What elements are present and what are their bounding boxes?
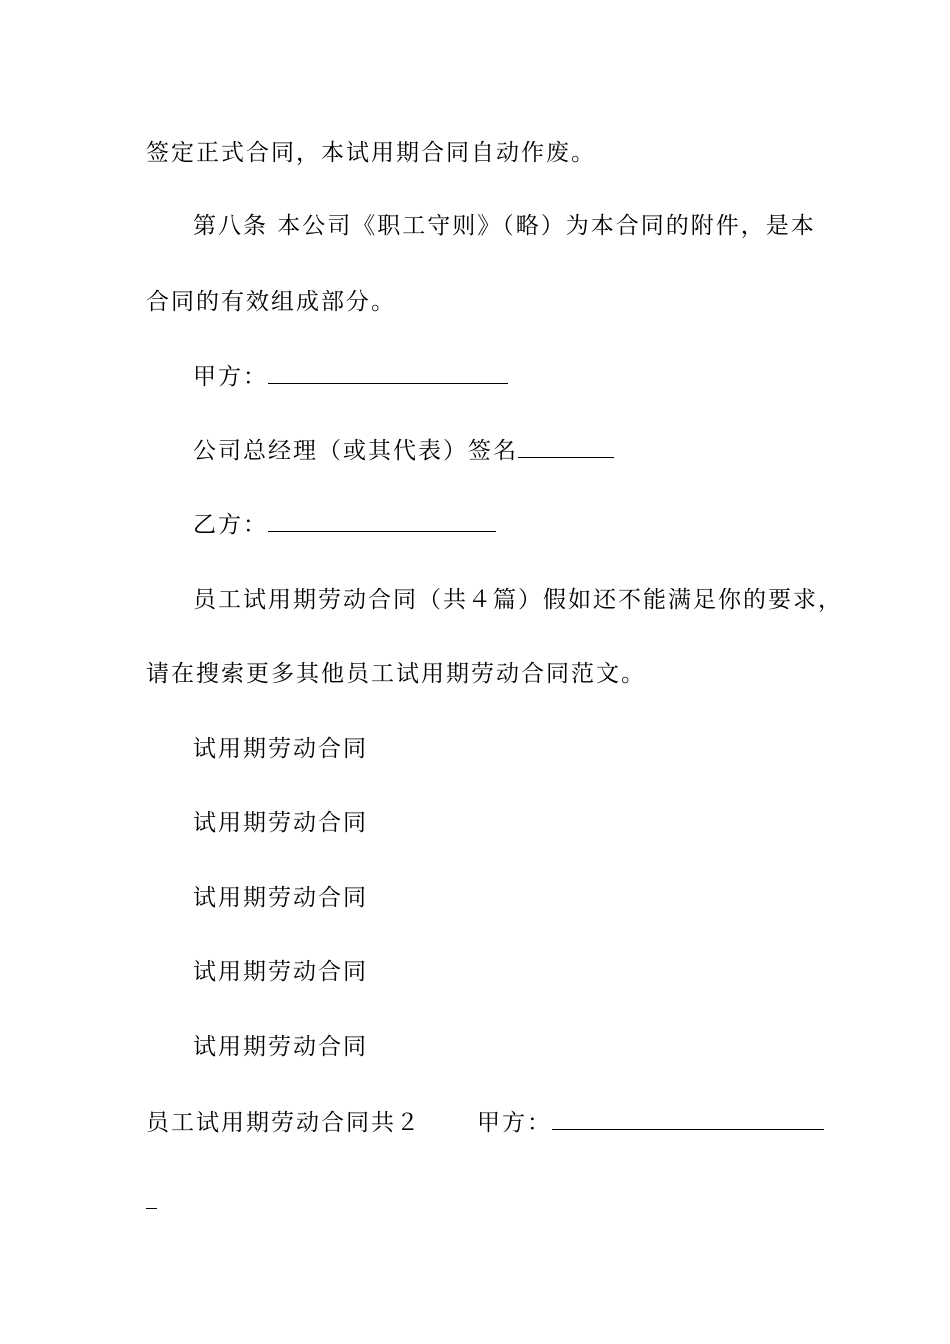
party-a-blank[interactable] — [268, 363, 508, 384]
gm-signature-label: 公司总经理（或其代表）签名 — [193, 438, 518, 464]
list-item[interactable]: 试用期劳动合同 — [193, 959, 368, 985]
party-b-blank[interactable] — [268, 511, 496, 532]
gm-signature-blank[interactable] — [518, 437, 614, 458]
list-item[interactable]: 试用期劳动合同 — [193, 885, 368, 911]
footer-party-a-label: 甲方： — [477, 1110, 552, 1136]
gm-signature-line — [193, 436, 614, 466]
footer-line — [146, 1108, 824, 1138]
footer-party-a-blank[interactable] — [552, 1109, 824, 1130]
summary-line-1: 员工试用期劳动合同（共４篇）假如还不能满足你的要求， — [193, 587, 843, 613]
paragraph-continuation: 签定正式合同，本试用期合同自动作废。 — [146, 140, 596, 166]
article-eight-line-2: 合同的有效组成部分。 — [146, 289, 396, 315]
list-item[interactable]: 试用期劳动合同 — [193, 810, 368, 836]
summary-line-2: 请在搜索更多其他员工试用期劳动合同范文。 — [146, 661, 646, 687]
article-eight-line-1: 第八条 本公司《职工守则》（略）为本合同的附件，是本 — [193, 213, 816, 239]
list-item[interactable]: 试用期劳动合同 — [193, 1034, 368, 1060]
party-b-label: 乙方： — [193, 512, 268, 538]
party-a-line — [193, 362, 508, 392]
party-b-line — [193, 510, 496, 540]
footer-title: 员工试用期劳动合同共２ — [146, 1110, 421, 1136]
party-a-label: 甲方： — [193, 364, 268, 390]
list-item[interactable]: 试用期劳动合同 — [193, 736, 368, 762]
trailing-underline — [146, 1208, 157, 1209]
